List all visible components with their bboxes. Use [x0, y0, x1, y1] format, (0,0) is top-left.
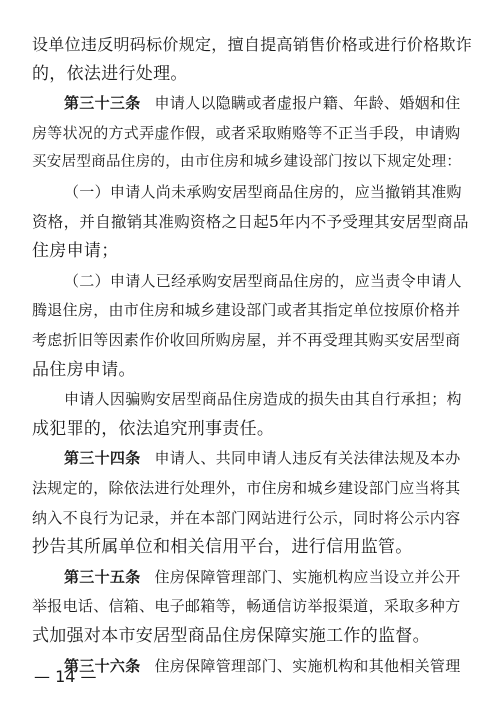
line-text: 设单位违反明码标价规定，擅自提高销售价格或进行价格欺诈 — [32, 35, 473, 54]
text-line — [32, 208, 472, 238]
article-heading: 第三十四条 — [64, 449, 141, 468]
text-line — [32, 592, 472, 622]
text-line — [32, 622, 472, 652]
line-text: 纳入不良行为记录，并在本部门网站进行公示，同时将公示内容 — [32, 508, 461, 527]
line-text: 举报电话、信箱、电子邮箱等，畅通信访举报渠道，采取多种方 — [32, 597, 461, 616]
text-line — [32, 119, 472, 149]
text-line — [32, 326, 472, 356]
article-33-first-line — [64, 89, 472, 119]
line-text: 住房保障管理部门、实施机构和其他相关管理 — [154, 656, 461, 675]
text-line — [32, 237, 472, 267]
line-text: 申请人、共同申请人违反有关法律法规及本办 — [154, 449, 461, 468]
text-line — [64, 267, 472, 297]
line-text: 住房申请； — [32, 241, 119, 262]
text-line — [64, 385, 472, 415]
line-text: 法规定的，除依法进行处理外，市住房和城乡建设部门应当将其 — [32, 479, 461, 497]
line-text: （一）申请人尚未承购安居型商品住房的，应当撤销其准购 — [64, 183, 462, 201]
text-line — [32, 504, 472, 534]
text-line — [64, 178, 472, 208]
line-text: 申请人因骗购安居型商品住房造成的损失由其自行承担；构 — [64, 390, 462, 409]
line-text: 申请人以隐瞒或者虚报户籍、年龄、婚姻和住 — [154, 94, 461, 113]
line-text: （二）申请人已经承购安居型商品住房的，应当责令申请人 — [64, 271, 462, 290]
line-text: 住房保障管理部门、实施机构应当设立并公开 — [154, 567, 461, 586]
article-heading: 第三十六条 — [64, 656, 141, 675]
line-text: 腾退住房，由市住房和城乡建设部门或者其指定单位按原价格并 — [32, 301, 461, 320]
text-line — [32, 474, 472, 504]
article-heading: 第三十三条 — [64, 94, 141, 113]
article-heading: 第三十五条 — [64, 567, 141, 586]
line-text: 的，依法进行处理。 — [32, 63, 188, 84]
line-text: 资格，并自撤销其准购资格之日起5年内不予受理其安居型商品 — [32, 212, 469, 231]
text-line — [32, 296, 472, 326]
text-line — [32, 60, 472, 90]
text-line — [32, 356, 472, 386]
line-text: 抄告其所属单位和相关信用平台，进行信用监管。 — [32, 537, 413, 558]
article-36-first-line — [64, 652, 472, 682]
line-text: 品住房申请。 — [32, 359, 136, 380]
line-text: 成犯罪的，依法追究刑事责任。 — [32, 418, 275, 439]
page-number: — 14 — — [34, 667, 97, 686]
article-35-first-line — [64, 563, 472, 593]
line-text: 考虑折旧等因素作价收回所购房屋，并不再受理其购买安居型商 — [32, 331, 461, 349]
text-line — [32, 415, 472, 445]
line-text: 式加强对本市安居型商品住房保障实施工作的监督。 — [32, 626, 430, 646]
text-line — [32, 533, 472, 563]
line-text: 房等状况的方式弄虚作假，或者采取贿赂等不正当手段，申请购 — [32, 123, 461, 142]
text-line — [32, 30, 472, 60]
line-text: 买安居型商品住房的，由市住房和城乡建设部门按以下规定处理： — [32, 154, 462, 171]
text-line — [32, 148, 472, 178]
article-34-first-line — [64, 444, 472, 474]
